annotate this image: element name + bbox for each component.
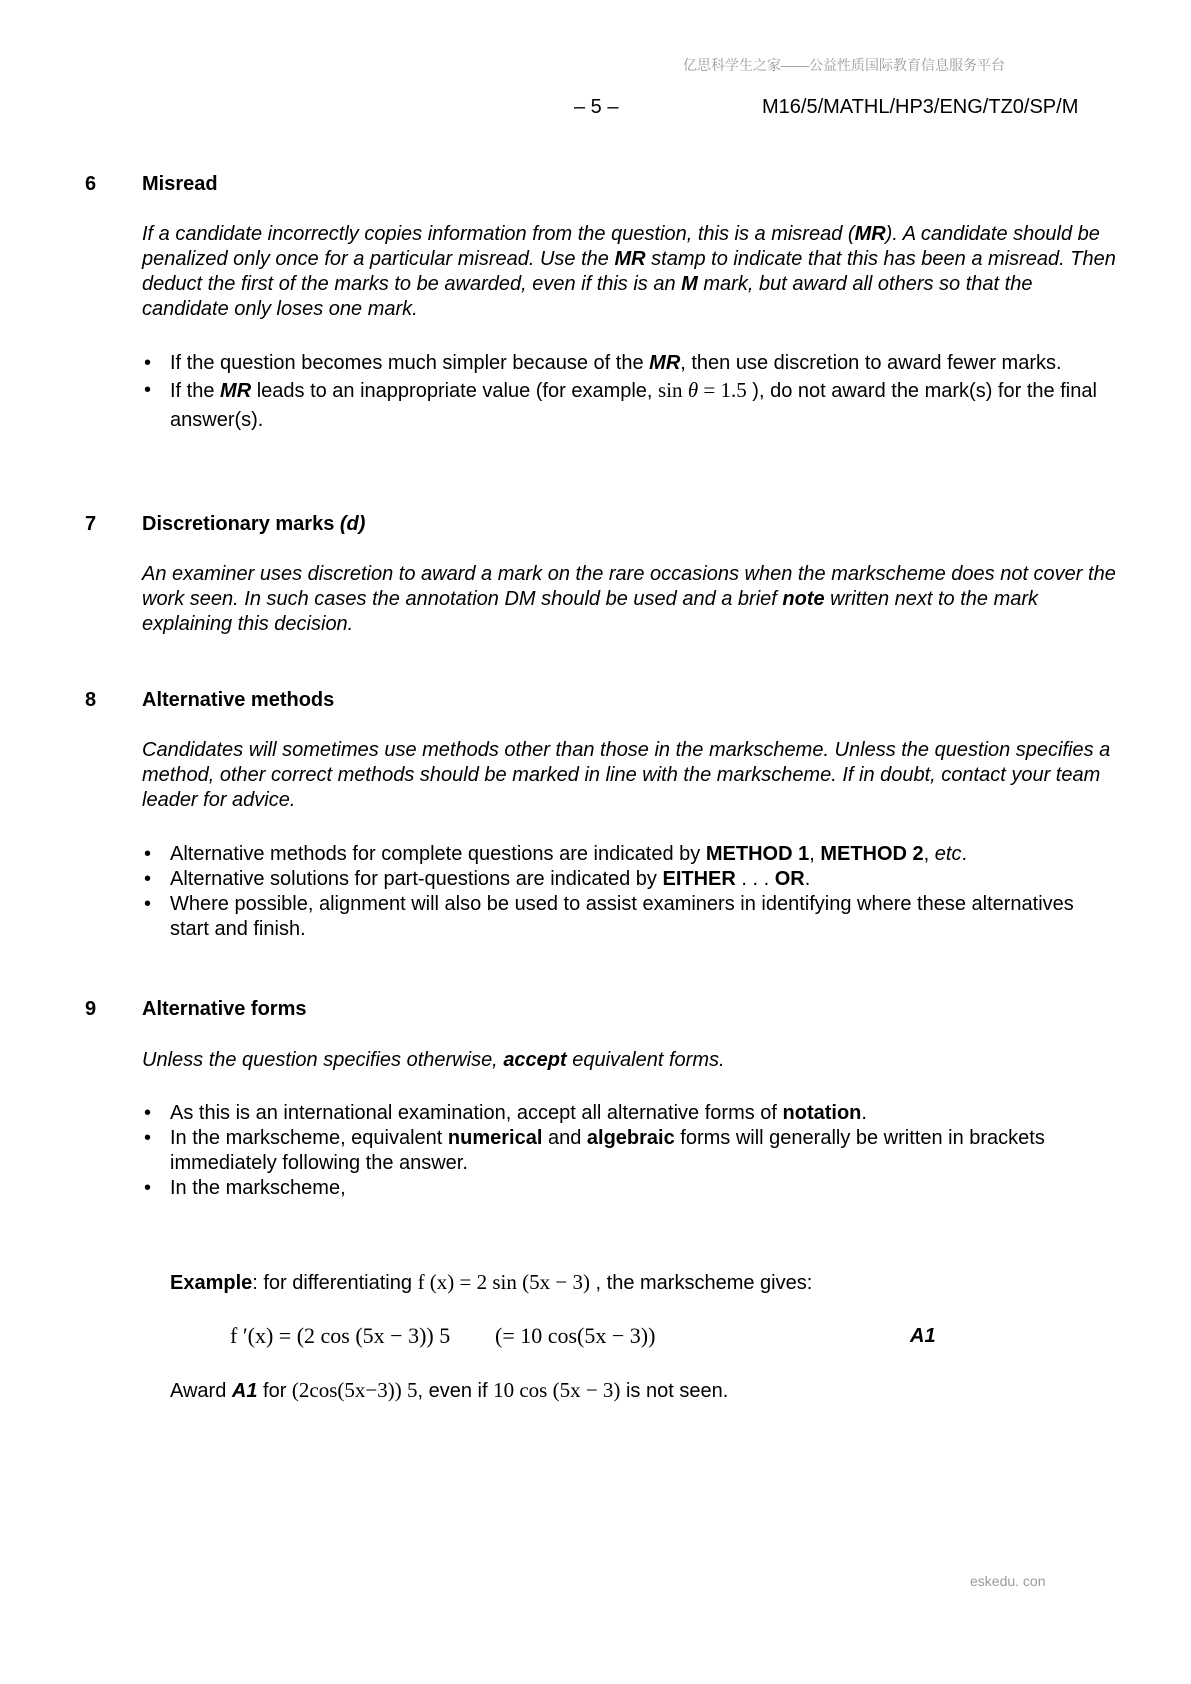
section-paragraph: Candidates will sometimes use methods other than those in the markscheme. Unless the question specifies a method, other correct methods should be marked in line with the markscheme. If in doubt, contact your team leader for advice. bbox=[142, 739, 1111, 811]
list-item: • Where possible, alignment will also be used to assist examiners in identifying where these alternatives start and finish. bbox=[144, 893, 1074, 940]
list-item: • Alternative solutions for part-questions are indicated by EITHER . . . OR. bbox=[144, 868, 811, 890]
list-item: • If the MR leads to an inappropriate value (for example, sin θ = 1.5 ), do not award the mark(s) for the final answer(s). bbox=[144, 378, 1097, 431]
inline-math: 10 cos (5x − 3) bbox=[493, 1378, 621, 1402]
page-number: – 5 – bbox=[574, 96, 619, 118]
math-expression: f ′(x) = (2 cos (5x − 3)) 5 bbox=[230, 1323, 451, 1348]
section-paragraph: An examiner uses discretion to award a mark on the rare occasions when the markscheme does not cover the work seen. In such cases the annotation DM should be used and a brief note written next to the mark explaining this decision. bbox=[142, 563, 1116, 635]
bullet-list bbox=[142, 842, 1112, 942]
math-expression: (= 10 cos(5x − 3)) bbox=[495, 1323, 656, 1348]
inline-math: f (x) = 2 sin (5x − 3) bbox=[417, 1270, 590, 1294]
section-title: Alternative forms bbox=[142, 998, 307, 1020]
section-title: Discretionary marks (d) bbox=[142, 513, 366, 535]
section-title: Alternative methods bbox=[142, 689, 335, 711]
list-item: • As this is an international examination, accept all alternative forms of notation. bbox=[144, 1102, 867, 1124]
bullet-list bbox=[142, 1101, 1112, 1201]
watermark-bottom: eskedu. con bbox=[970, 1573, 1046, 1589]
section-number: 7 bbox=[85, 513, 97, 535]
document-code: M16/5/MATHL/HP3/ENG/TZ0/SP/M bbox=[762, 96, 1079, 118]
mark-label: A1 bbox=[910, 1325, 936, 1347]
inline-math: (2cos(5x−3)) 5 bbox=[291, 1378, 418, 1402]
list-item: • Alternative methods for complete questions are indicated by METHOD 1, METHOD 2, etc. bbox=[144, 843, 968, 865]
section-paragraph: Unless the question specifies otherwise, accept equivalent forms. bbox=[142, 1049, 725, 1071]
section-number: 6 bbox=[85, 173, 97, 195]
section-number: 9 bbox=[85, 998, 97, 1020]
list-item: • In the markscheme, equivalent numerical and algebraic forms will generally be written in brackets immediately following the answer. bbox=[144, 1127, 1045, 1174]
section-number: 8 bbox=[85, 689, 97, 711]
section-paragraph: If a candidate incorrectly copies information from the question, this is a misread (MR). A candidate should be penalized only once for a particular misread. Use the MR stamp to indicate that this has been a misread. Then deduct the first of the marks to be awarded, even if this is an M mark, but award all others so that the candidate only loses one mark. bbox=[142, 223, 1116, 320]
inline-math: sin θ = 1.5 bbox=[658, 378, 747, 402]
bullet-list bbox=[142, 351, 1112, 435]
award-line: Award A1 for (2cos(5x−3)) 5, even if 10 cos (5x − 3) is not seen. bbox=[170, 1378, 729, 1402]
example-line: Example: for differentiating f (x) = 2 sin (5x − 3) , the markscheme gives: bbox=[170, 1270, 813, 1294]
list-item: • In the markscheme, bbox=[144, 1177, 346, 1199]
list-item: • If the question becomes much simpler because of the MR, then use discretion to award fewer marks. bbox=[144, 352, 1062, 374]
watermark-top: 亿思科学生之家——公益性质国际教育信息服务平台 bbox=[683, 57, 1005, 73]
section-title: Misread bbox=[142, 173, 218, 195]
